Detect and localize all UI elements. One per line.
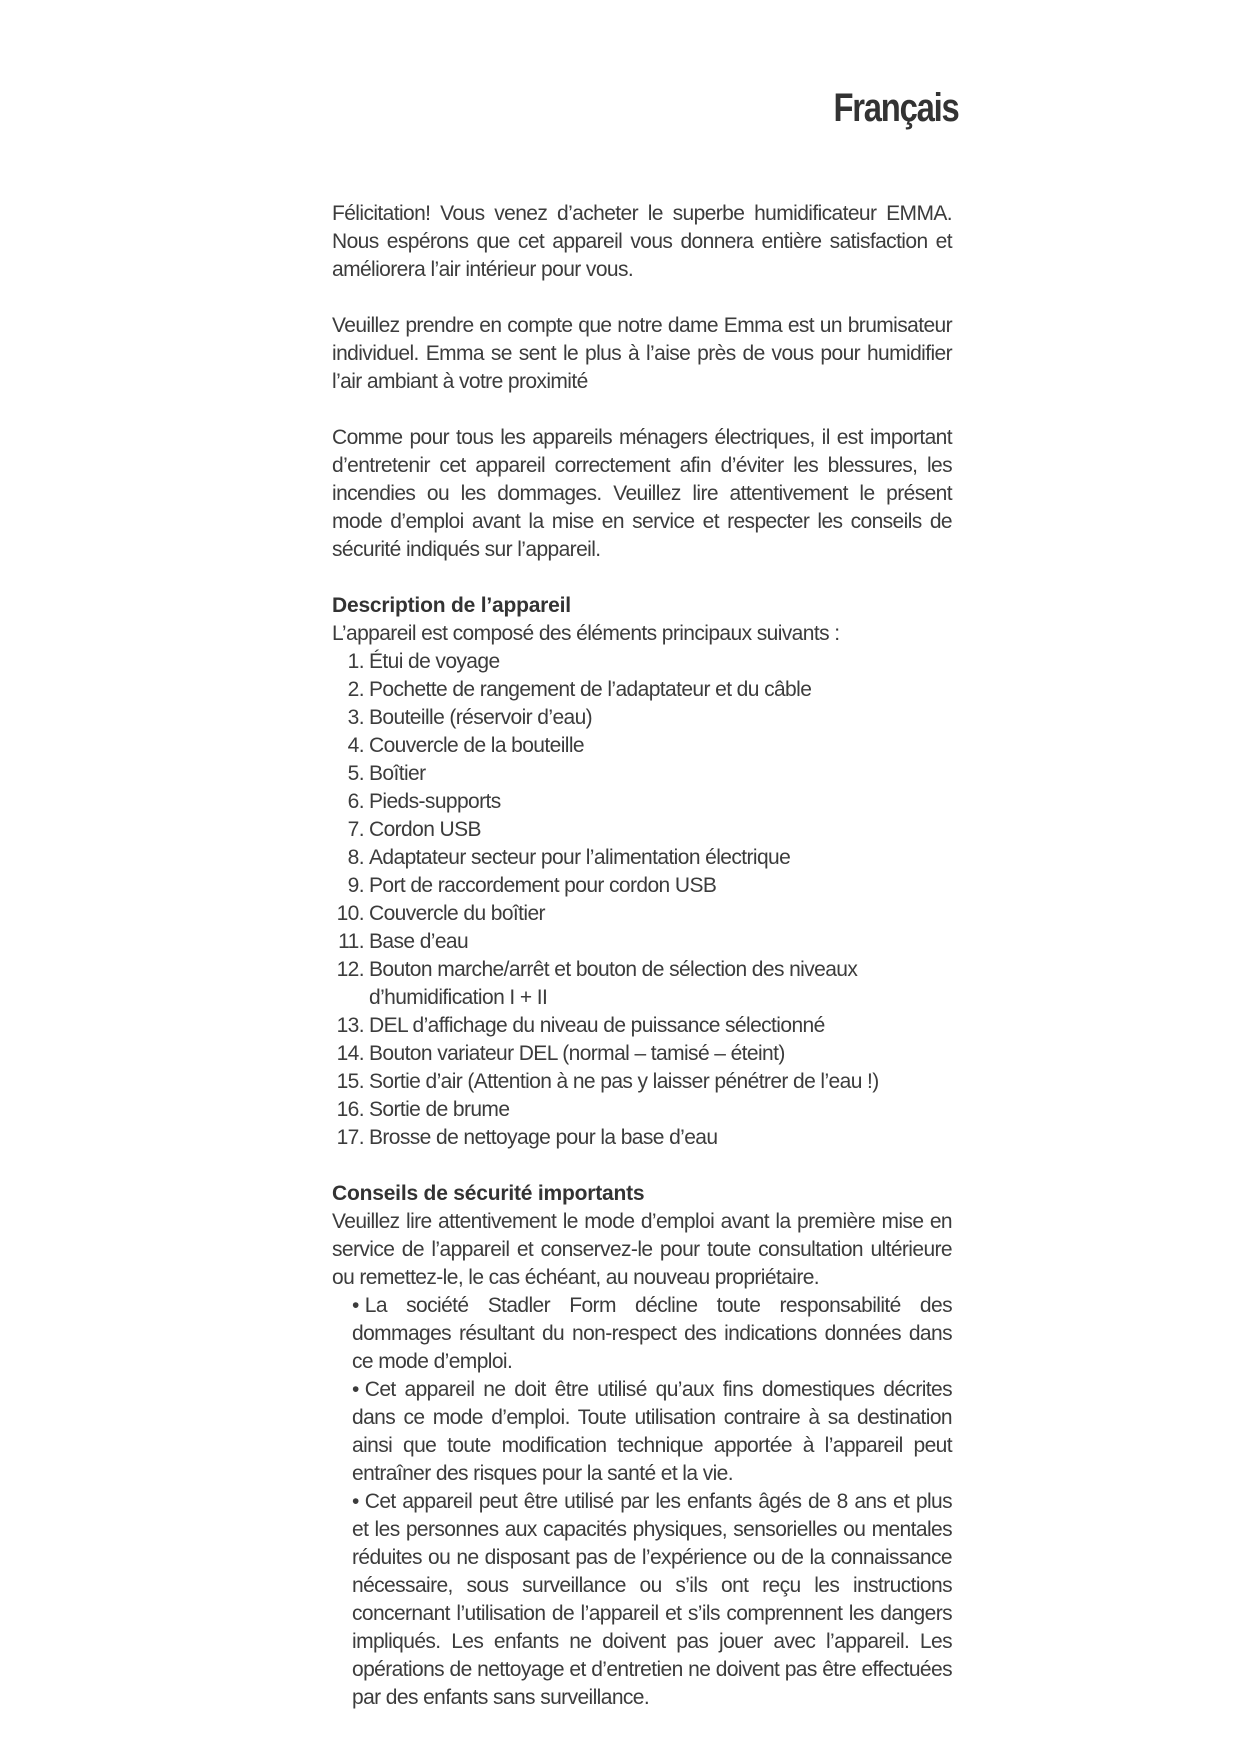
bullet-icon: • [352, 1490, 359, 1513]
part-number: 17. [336, 1126, 364, 1149]
part-item [332, 1040, 952, 1068]
part-label: Bouteille (réservoir d’eau) [369, 706, 593, 729]
part-number: 2. [347, 678, 364, 701]
intro-paragraph-3: Comme pour tous les appareils ménagers électriques, il est important d’entretenir cet appareil correctement afin d’éviter les blessures, les incendies ou les dommages. Veuillez lire attentivement le présent mode d’emploi avant la mise en service et respecter les conseils de sécurité indiqués sur l’appareil. [332, 426, 952, 561]
part-label: Brosse de nettoyage pour la base d’eau [369, 1126, 718, 1149]
part-label: Couvercle du boîtier [369, 902, 545, 925]
part-item [332, 732, 952, 760]
safety-text: La société Stadler Form décline toute responsabilité des dommages résultant du non-respect des indications données dans ce mode d’emploi. [352, 1294, 952, 1373]
intro-paragraph-2: Veuillez prendre en compte que notre dame Emma est un brumisateur individuel. Emma se sent le plus à l’aise près de vous pour humidifier l’air ambiant à votre proximité [332, 314, 952, 393]
part-item [332, 928, 952, 956]
part-number: 5. [347, 762, 364, 785]
part-item [332, 1068, 952, 1096]
part-number: 6. [347, 790, 364, 813]
language-heading: Français [833, 86, 959, 130]
part-item [332, 1012, 952, 1040]
bullet-icon: • [352, 1294, 359, 1317]
part-item [332, 900, 952, 928]
part-label: Bouton marche/arrêt et bouton de sélection des niveaux d’humidification I + II [369, 958, 858, 1009]
safety-list [332, 1292, 952, 1712]
part-number: 1. [347, 650, 364, 673]
description-heading: Description de l’appareil [332, 594, 571, 617]
part-item [332, 844, 952, 872]
part-label: Sortie de brume [369, 1098, 510, 1121]
page-content [332, 200, 952, 1712]
safety-item [352, 1292, 952, 1376]
part-number: 10. [336, 902, 364, 925]
part-number: 4. [347, 734, 364, 757]
part-item [332, 872, 952, 900]
safety-lead: Veuillez lire attentivement le mode d’emploi avant la première mise en service de l’appareil et conservez-le pour toute consultation ultérieure ou remettez-le, le cas échéant, au nouveau propriétaire. [332, 1210, 952, 1289]
safety-heading: Conseils de sécurité importants [332, 1182, 645, 1205]
part-label: Boîtier [369, 762, 426, 785]
part-item [332, 1096, 952, 1124]
part-number: 16. [336, 1098, 364, 1121]
part-label: Cordon USB [369, 818, 481, 841]
part-label: Base d’eau [369, 930, 469, 953]
part-item [332, 648, 952, 676]
safety-text: Cet appareil peut être utilisé par les enfants âgés de 8 ans et plus et les personnes aux capacités physiques, sensorielles ou mentales réduites ou ne disposant pas de l’expérience ou de la connaissance nécessaire, sous surveillance ou s’ils ont reçu les instructions concernant l’utilisation de l’appareil et s’ils comprennent les dangers impliqués. Les enfants ne doivent pas jouer avec l’appareil. Les opérations de nettoyage et d’entretien ne doivent pas être effectuées par des enfants sans surveillance. [352, 1490, 952, 1709]
safety-text: Cet appareil ne doit être utilisé qu’aux fins domestiques décrites dans ce mode d’emploi. Toute utilisation contraire à sa destination ainsi que toute modification technique apportée à l’appareil peut entraîner des risques pour la santé et la vie. [352, 1378, 952, 1485]
part-label: DEL d’affichage du niveau de puissance sélectionné [369, 1014, 825, 1037]
part-number: 8. [347, 846, 364, 869]
part-item [332, 816, 952, 844]
part-label: Bouton variateur DEL (normal – tamisé – éteint) [369, 1042, 785, 1065]
bullet-icon: • [352, 1378, 359, 1401]
part-label: Adaptateur secteur pour l’alimentation électrique [369, 846, 791, 869]
part-label: Pieds-supports [369, 790, 501, 813]
part-number: 11. [338, 930, 364, 953]
part-label: Étui de voyage [369, 650, 500, 673]
part-number: 3. [347, 706, 364, 729]
description-lead: L’appareil est composé des éléments principaux suivants : [332, 622, 840, 645]
part-number: 14. [336, 1042, 364, 1065]
intro-paragraph-1: Félicitation! Vous venez d’acheter le superbe humidificateur EMMA. Nous espérons que cet appareil vous donnera entière satisfaction et améliorera l’air intérieur pour vous. [332, 202, 952, 281]
part-item [332, 1124, 952, 1152]
part-item [332, 956, 952, 1012]
part-item [332, 704, 952, 732]
part-number: 9. [347, 874, 364, 897]
part-number: 12. [336, 958, 364, 981]
part-item [332, 760, 952, 788]
part-item [332, 788, 952, 816]
parts-list [332, 648, 952, 1152]
part-number: 13. [336, 1014, 364, 1037]
part-label: Pochette de rangement de l’adaptateur et du câble [369, 678, 812, 701]
part-number: 15. [336, 1070, 364, 1093]
part-label: Couvercle de la bouteille [369, 734, 584, 757]
part-item [332, 676, 952, 704]
part-label: Sortie d’air (Attention à ne pas y laisser pénétrer de l’eau !) [369, 1070, 879, 1093]
part-label: Port de raccordement pour cordon USB [369, 874, 717, 897]
safety-item [352, 1376, 952, 1488]
safety-item [352, 1488, 952, 1712]
part-number: 7. [347, 818, 364, 841]
